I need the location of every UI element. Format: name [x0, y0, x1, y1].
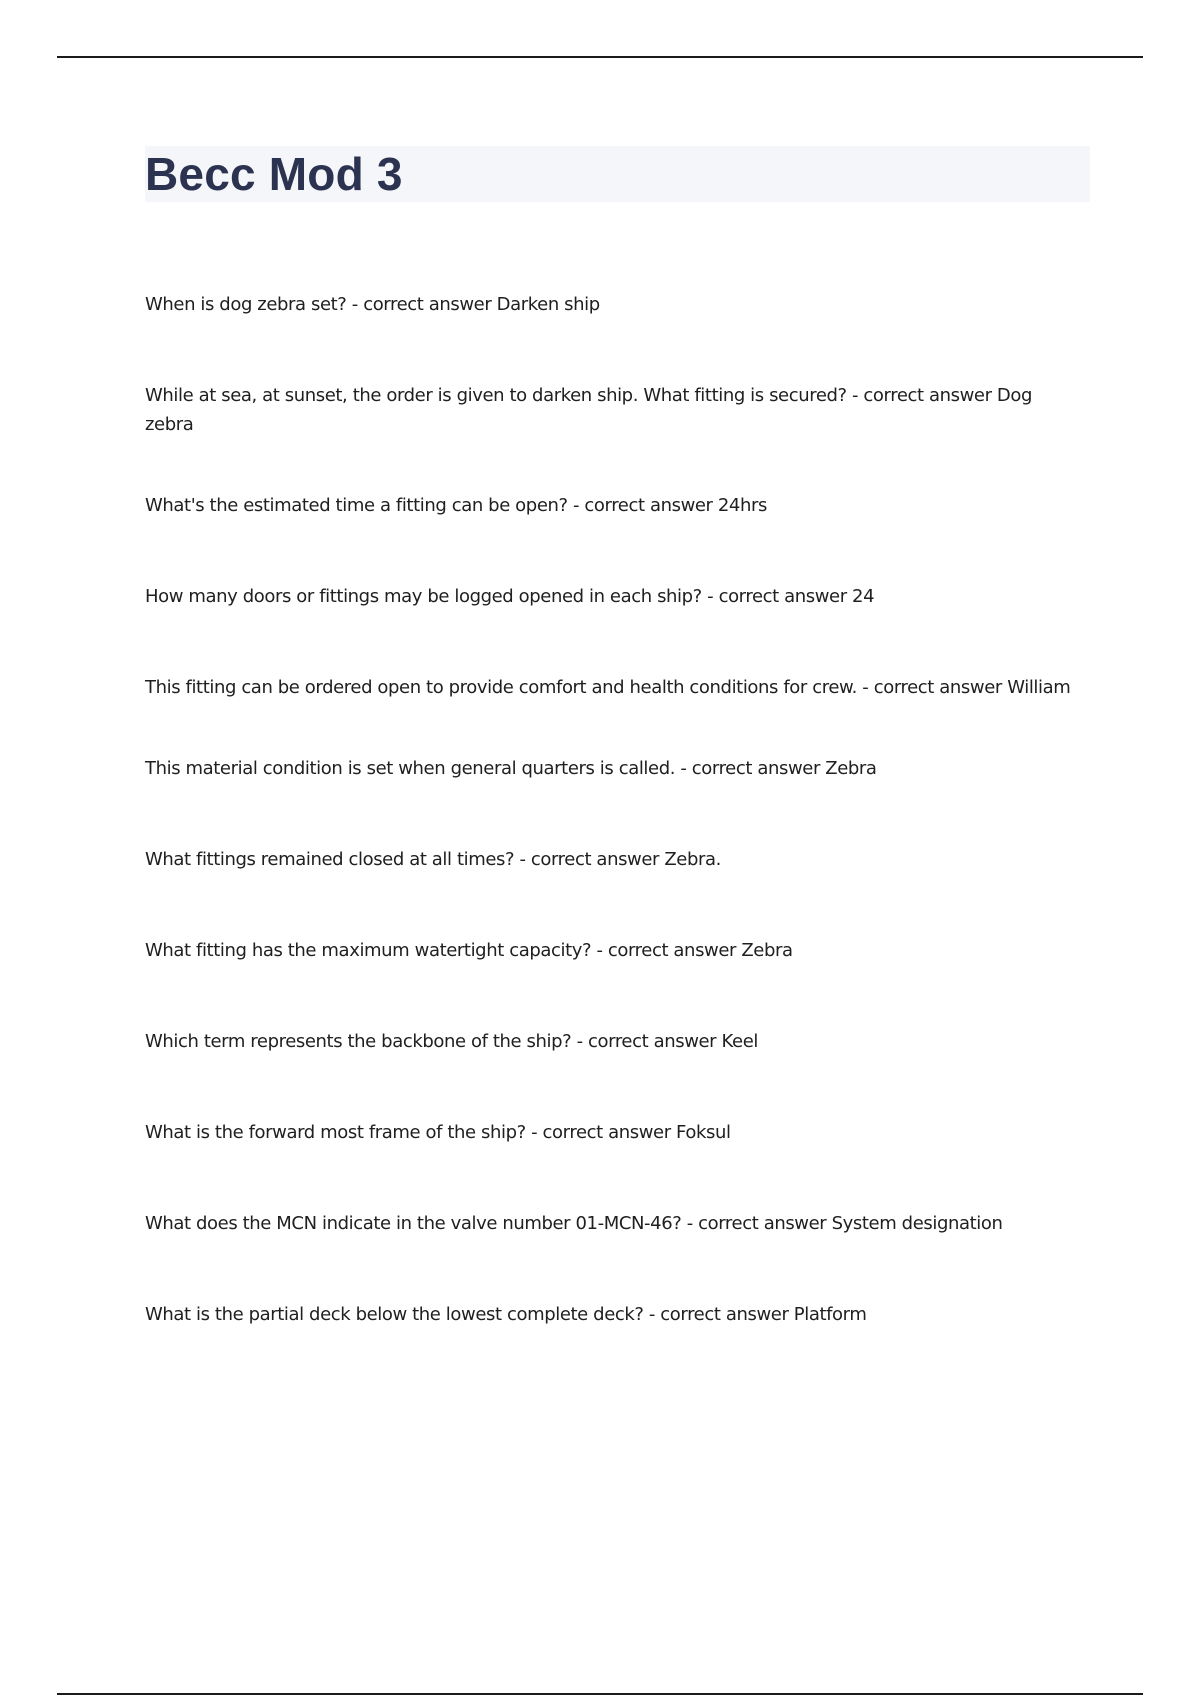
document-title: Becc Mod 3 [145, 148, 403, 200]
qa-item: When is dog zebra set? - correct answer Darken ship [145, 294, 600, 315]
title-banner [145, 146, 1090, 202]
qa-item: How many doors or fittings may be logged opened in each ship? - correct answer 24 [145, 586, 875, 607]
qa-item: This material condition is set when general quarters is called. - correct answer Zebra [145, 758, 877, 779]
qa-item: What fittings remained closed at all times? - correct answer Zebra. [145, 849, 721, 870]
qa-list [145, 290, 1085, 1391]
qa-item: What is the forward most frame of the ship? - correct answer Foksul [145, 1122, 731, 1143]
qa-item: What does the MCN indicate in the valve number 01-MCN-46? - correct answer System designation [145, 1213, 1003, 1234]
qa-item: What fitting has the maximum watertight capacity? - correct answer Zebra [145, 940, 793, 961]
top-divider [57, 56, 1143, 58]
qa-item: While at sea, at sunset, the order is given to darken ship. What fitting is secured? - correct answer Dog zebra [145, 385, 1033, 435]
qa-item: What's the estimated time a fitting can be open? - correct answer 24hrs [145, 495, 767, 516]
qa-item: This fitting can be ordered open to provide comfort and health conditions for crew. - correct answer William [145, 677, 1071, 698]
bottom-divider [57, 1693, 1143, 1695]
qa-item: Which term represents the backbone of the ship? - correct answer Keel [145, 1031, 758, 1052]
qa-item: What is the partial deck below the lowest complete deck? - correct answer Platform [145, 1304, 867, 1325]
